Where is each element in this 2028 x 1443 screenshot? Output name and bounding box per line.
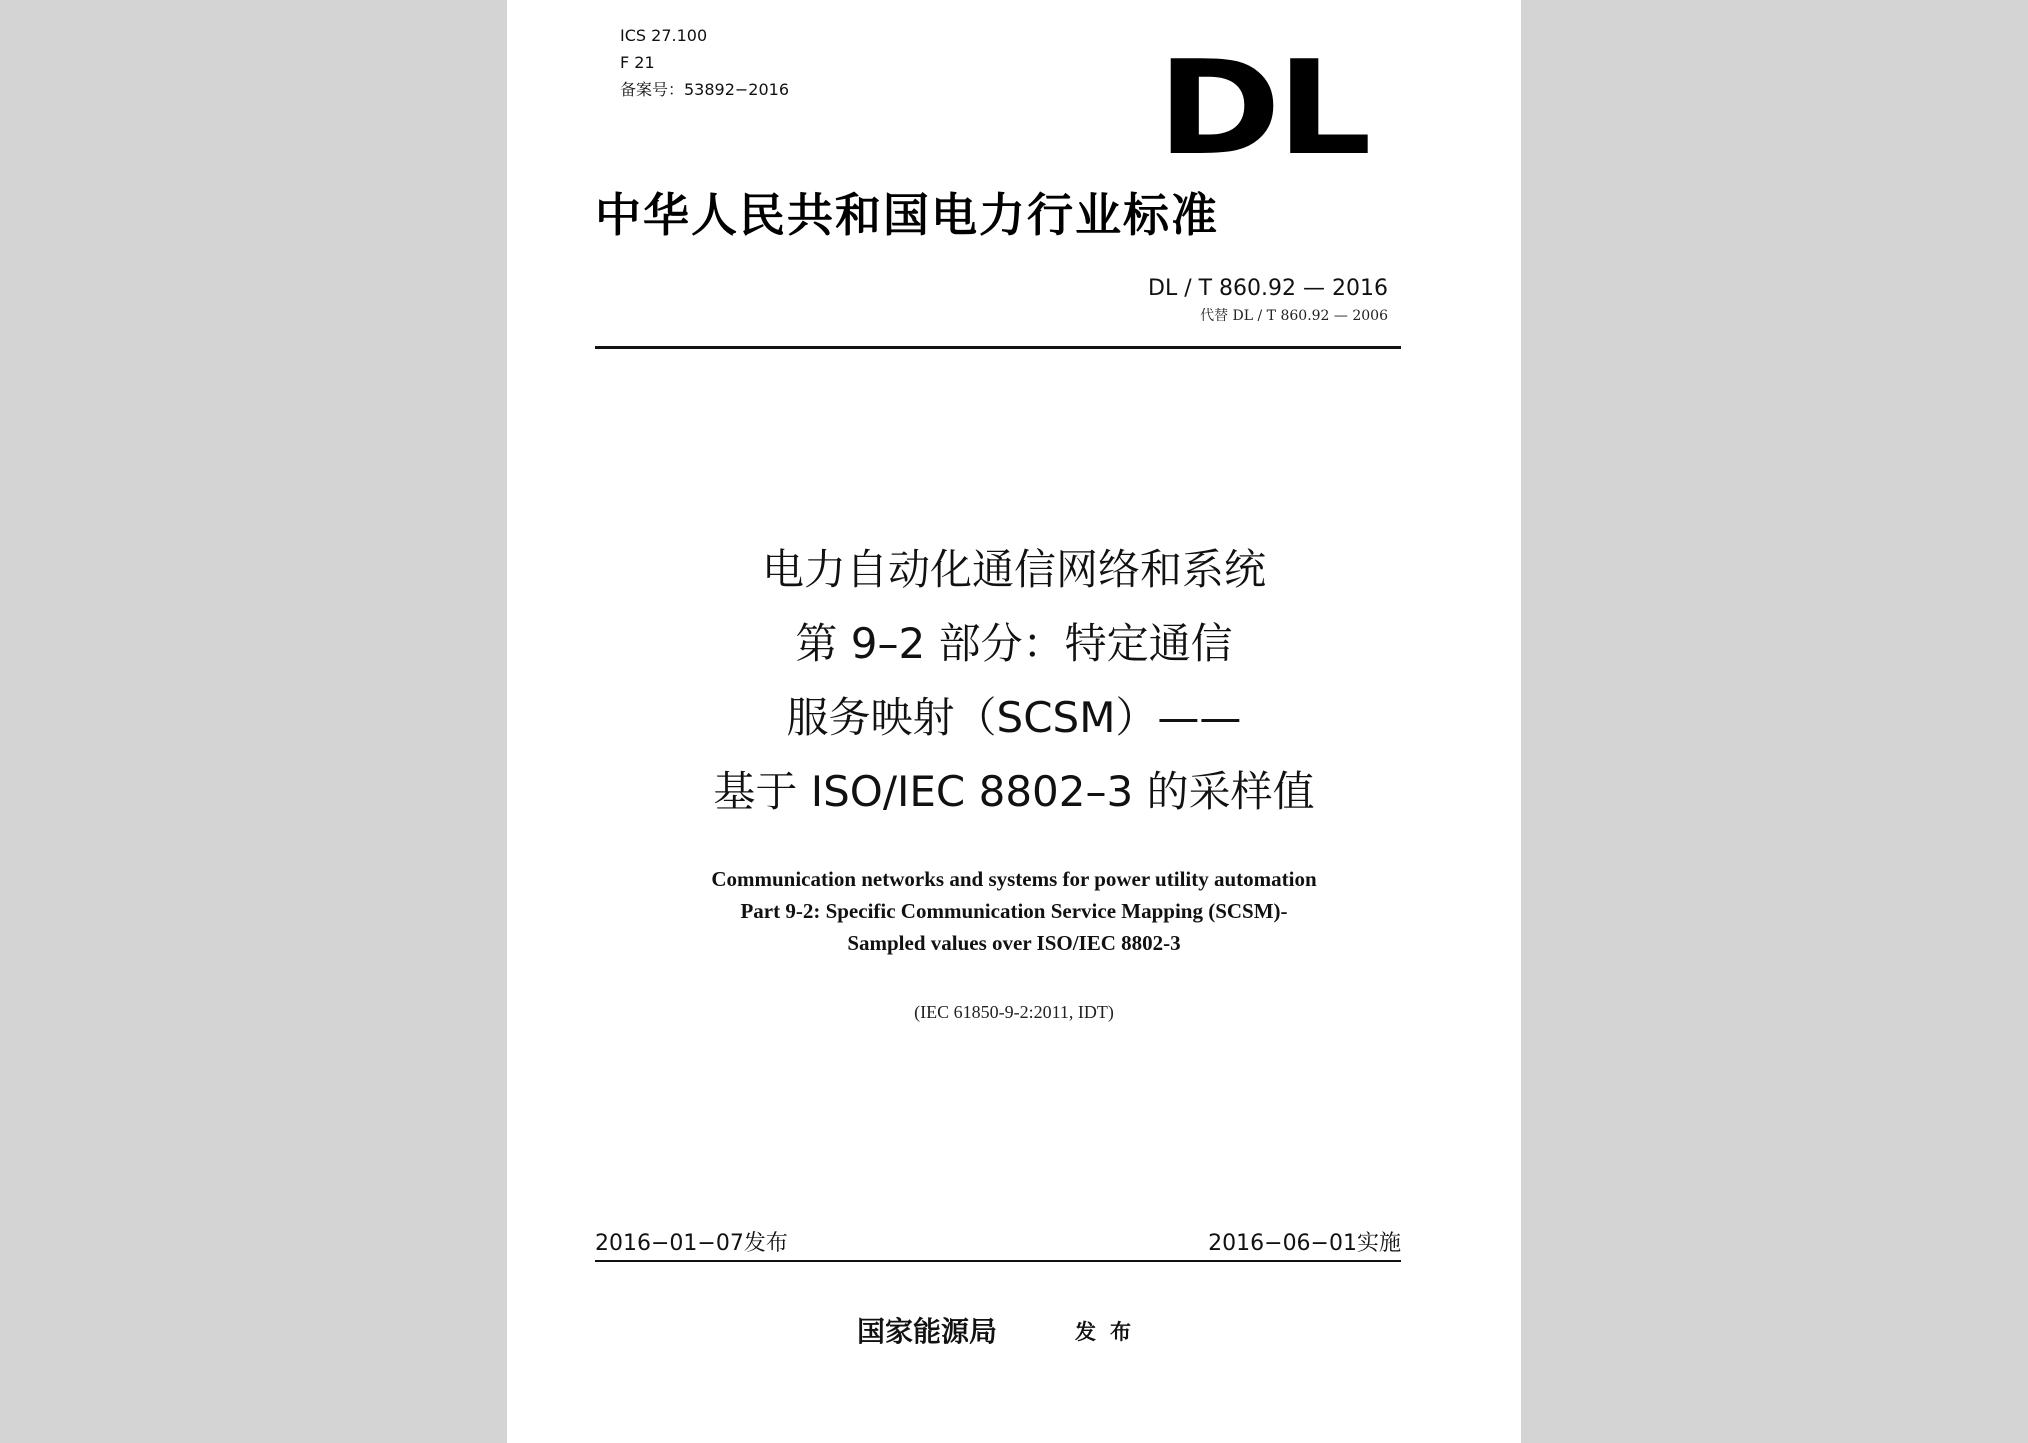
dl-logo: DL (1157, 32, 1368, 184)
title-cn-line-4: 基于 ISO/IEC 8802–3 的采样值 (713, 767, 1315, 816)
issue-label: 发布 (1075, 1319, 1145, 1344)
title-cn-line-3: 服务映射（SCSM）—— (786, 693, 1242, 742)
ics-code: ICS 27.100 (620, 26, 708, 45)
organization-title: 中华人民共和国电力行业标准 (595, 188, 1219, 242)
title-en-line-1: Communication networks and systems for power utility automation (711, 867, 1317, 891)
document-page (507, 0, 1521, 1443)
issuing-authority: 国家能源局 (857, 1315, 998, 1348)
title-cn-line-2: 第 9–2 部分：特定通信 (795, 619, 1233, 668)
header-divider (595, 346, 1401, 349)
title-cn-line-1: 电力自动化通信网络和系统 (761, 545, 1266, 594)
standard-number: DL / T 860.92 — 2016 (1148, 276, 1388, 301)
equivalence-note: (IEC 61850-9-2:2011, IDT) (914, 1002, 1114, 1022)
title-en-line-2: Part 9-2: Specific Communication Service Mapping (SCSM)- (740, 899, 1288, 923)
replaces-standard: 代替 DL / T 860.92 — 2006 (1200, 308, 1388, 324)
title-en-line-3: Sampled values over ISO/IEC 8802-3 (847, 931, 1181, 955)
publish-date: 2016−01−07发布 (595, 1231, 788, 1256)
footer-divider (595, 1260, 1401, 1262)
effective-date: 2016−06−01实施 (1208, 1231, 1401, 1256)
classification-code: F 21 (620, 53, 655, 72)
record-number: 备案号：53892−2016 (620, 80, 790, 99)
